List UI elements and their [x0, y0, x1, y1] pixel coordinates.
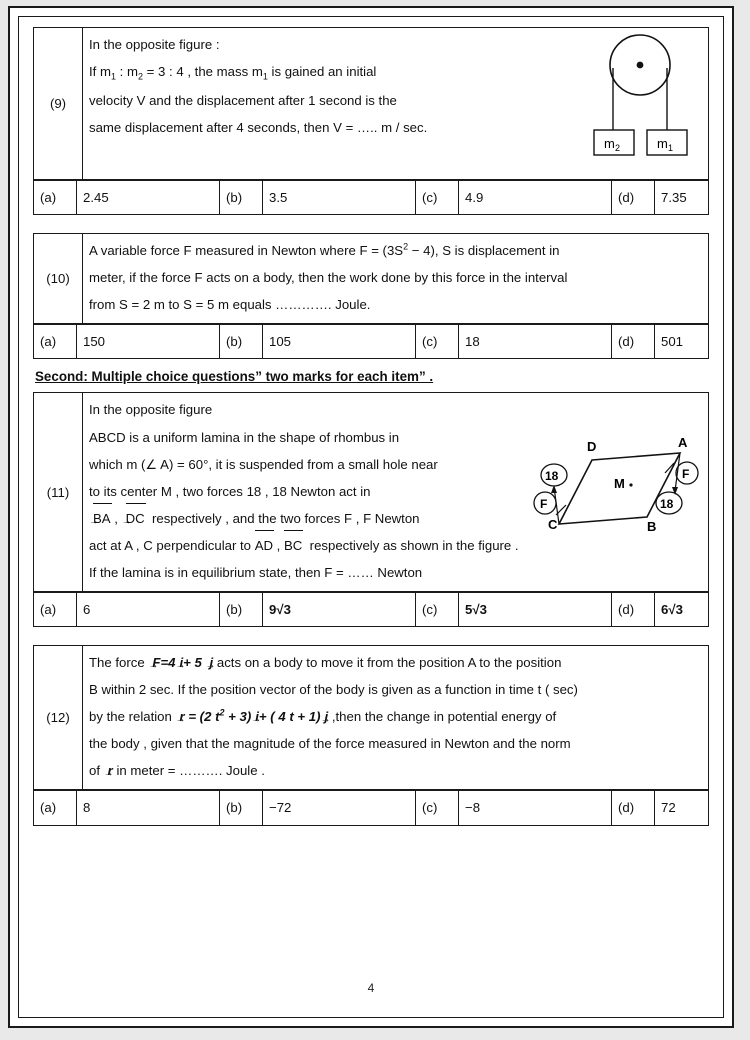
svg-text:F: F — [540, 497, 548, 512]
question-line: In the opposite figure : — [89, 37, 220, 52]
choice-label: (b) — [220, 325, 263, 359]
question-body — [83, 28, 709, 180]
svg-text:M: M — [614, 476, 625, 492]
choice-value-c[interactable]: 5√3 — [459, 593, 612, 627]
choice-label: (b) — [220, 791, 263, 825]
choice-value-d[interactable]: 72 — [655, 791, 709, 825]
choice-label: (a) — [34, 181, 77, 215]
question-line: to its center M , two forces 18 , 18 Newton act in — [89, 483, 371, 499]
question-line: ABCD is a uniform lamina in the shape of rhombus in — [89, 429, 400, 445]
question-body — [83, 234, 709, 324]
choice-value-d[interactable]: 6√3 — [655, 593, 709, 627]
question-line: The force F=4 i+ 5 j acts on a body to move it from the position A to the position — [89, 655, 562, 671]
question-line: In the opposite figure — [89, 402, 213, 418]
question-line: from S = 2 m to S = 5 m equals …………. Joule. — [89, 297, 371, 313]
page-inner-border — [18, 16, 724, 1018]
question-line: the body , given that the magnitude of the force measured in Newton and the norm — [89, 736, 571, 752]
choice-value-a[interactable]: 6 — [77, 593, 220, 627]
question-line: A variable force F measured in Newton where $F = (3S^2 - 4)$, S is displacement in — [89, 241, 560, 259]
svg-text:18: 18 — [660, 497, 674, 512]
rhombus-figure — [532, 425, 702, 568]
answers-12 — [33, 790, 709, 825]
choice-label: (a) — [34, 325, 77, 359]
question-block-10 — [33, 233, 709, 324]
choice-value-d[interactable]: 501 — [655, 325, 709, 359]
question-line: meter, if the force F acts on a body, then the work done by this force in the interval — [89, 270, 568, 286]
question-line: act at A , C perpendicular to AD , BC respectively as shown in the figure . — [89, 533, 702, 558]
choice-label: (b) — [220, 593, 263, 627]
question-block-12 — [33, 645, 709, 790]
answers-9 — [33, 180, 709, 215]
question-line: which m (∠ A) = 60°, it is suspended from a small hole near — [89, 456, 438, 472]
answers-10 — [33, 324, 709, 359]
choice-label: (a) — [34, 593, 77, 627]
answers-11 — [33, 592, 709, 627]
choice-value-c[interactable]: −8 — [459, 791, 612, 825]
svg-text:1: 1 — [668, 143, 674, 153]
choice-value-d[interactable]: 7.35 — [655, 181, 709, 215]
choice-value-b[interactable]: 9√3 — [263, 593, 416, 627]
question-body — [83, 393, 709, 592]
choice-label: (d) — [612, 181, 655, 215]
svg-text:B: B — [647, 519, 657, 535]
svg-text:m: m — [604, 136, 615, 151]
exam-page — [8, 6, 734, 1028]
svg-text:18: 18 — [545, 469, 559, 484]
question-number: (11) — [34, 393, 83, 592]
choice-label: (d) — [612, 593, 655, 627]
choice-value-b[interactable]: 105 — [263, 325, 416, 359]
question-number: (12) — [34, 646, 83, 790]
question-body — [83, 646, 709, 790]
question-block-11 — [33, 392, 709, 592]
choice-label: (a) — [34, 791, 77, 825]
question-line: by the relation r = (2 $t^2 + 3$) i+ ( 4 t + 1) j ,then the change in potential energy of — [89, 707, 557, 725]
choice-value-c[interactable]: 18 — [459, 325, 612, 359]
page-content — [33, 27, 709, 836]
question-line: If $m_1$ : $m_2 = 3$ : 4 , the mass $m_1$ is gained an initial — [89, 64, 377, 82]
question-line: velocity V and the displacement after 1 second is the — [89, 92, 397, 108]
choice-label: (d) — [612, 325, 655, 359]
choice-value-c[interactable]: 4.9 — [459, 181, 612, 215]
question-line: BA , DC respectively , and the two forces F , F Newton — [89, 506, 702, 531]
choice-value-a[interactable]: 8 — [77, 791, 220, 825]
choice-label: (c) — [416, 181, 459, 215]
choice-value-b[interactable]: −72 — [263, 791, 416, 825]
choice-label: (d) — [612, 791, 655, 825]
question-block-9 — [33, 27, 709, 180]
page-number: 4 — [367, 981, 375, 995]
svg-text:A: A — [678, 435, 688, 451]
question-line: If the lamina is in equilibrium state, then F = …… Newton — [89, 564, 423, 580]
question-line: B within 2 sec. If the position vector of the body is given as a function in time t ( sec) — [89, 682, 578, 698]
question-line: same displacement after 4 seconds, then V = ….. m / sec. — [89, 119, 428, 135]
choice-label: (c) — [416, 325, 459, 359]
choice-label: (b) — [220, 181, 263, 215]
svg-text:2: 2 — [615, 143, 621, 153]
svg-text:D: D — [587, 439, 597, 455]
pulley-figure — [552, 32, 702, 175]
svg-text:m: m — [657, 136, 668, 151]
section-heading: Second: Multiple choice questions” two marks for each item” . — [35, 369, 434, 385]
choice-label: (c) — [416, 791, 459, 825]
choice-value-b[interactable]: 3.5 — [263, 181, 416, 215]
svg-text:F: F — [682, 467, 690, 482]
choice-label: (c) — [416, 593, 459, 627]
choice-value-a[interactable]: 150 — [77, 325, 220, 359]
svg-text:C: C — [548, 517, 558, 533]
question-line: of r in meter = ………. Joule . — [89, 763, 265, 779]
question-number: (9) — [34, 28, 83, 180]
question-number: (10) — [34, 234, 83, 324]
choice-value-a[interactable]: 2.45 — [77, 181, 220, 215]
